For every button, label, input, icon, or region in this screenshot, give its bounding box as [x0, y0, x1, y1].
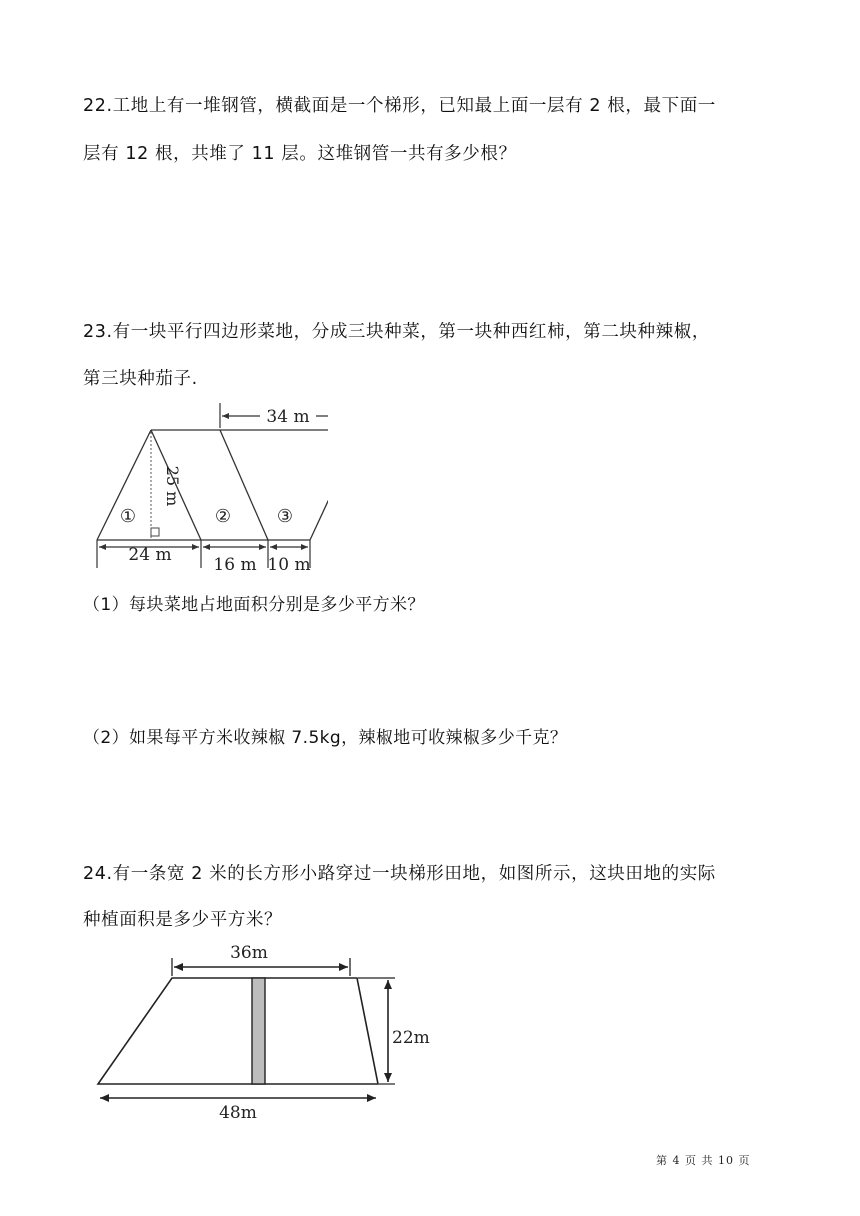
- page-footer: 第 4 页 共 10 页: [656, 1154, 751, 1167]
- q23-right-edge: [310, 430, 328, 540]
- q24-trapezoid: [98, 978, 378, 1084]
- q23-figure: [88, 398, 328, 576]
- q23-line1: 23.有一块平行四边形菜地，分成三块种菜，第一块种西红柿，第二块种辣椒，: [83, 322, 710, 342]
- q23-region-1-label: ①: [119, 506, 137, 527]
- q22-line1: 22.工地上有一堆钢管，横截面是一个梯形，已知最上面一层有 2 根，最下面一: [83, 96, 716, 116]
- q23-height-label: 25 m: [163, 465, 182, 507]
- q23-region-3-label: ③: [276, 506, 294, 527]
- q24-line2: 种植面积是多少平方米？: [83, 910, 283, 930]
- q24-line1: 24.有一条宽 2 米的长方形小路穿过一块梯形田地，如图所示，这块田地的实际: [83, 864, 716, 884]
- q23-base3-label: 10 m: [267, 555, 311, 575]
- q23-right-angle: [151, 528, 159, 536]
- q23-part1: （1）每块菜地占地面积分别是多少平方米？: [83, 595, 425, 615]
- q23-base1-label: 24 m: [128, 545, 172, 565]
- q24-bottom-label: 48m: [219, 1103, 257, 1123]
- q23-region-2-label: ②: [214, 506, 232, 527]
- q24-height-label: 22m: [392, 1028, 430, 1048]
- q23-line2: 第三块种茄子.: [83, 369, 198, 389]
- q23-part2: （2）如果每平方米收辣椒 7.5kg，辣椒地可收辣椒多少千克？: [83, 728, 568, 748]
- q24-figure: [90, 938, 450, 1123]
- q24-path-strip: [252, 978, 265, 1084]
- q24-top-label: 36m: [230, 943, 268, 963]
- q22-line2: 层有 12 根，共堆了 11 层。这堆钢管一共有多少根？: [83, 144, 517, 164]
- q23-top-width-label: 34 m: [266, 407, 310, 427]
- q23-base2-label: 16 m: [213, 555, 257, 575]
